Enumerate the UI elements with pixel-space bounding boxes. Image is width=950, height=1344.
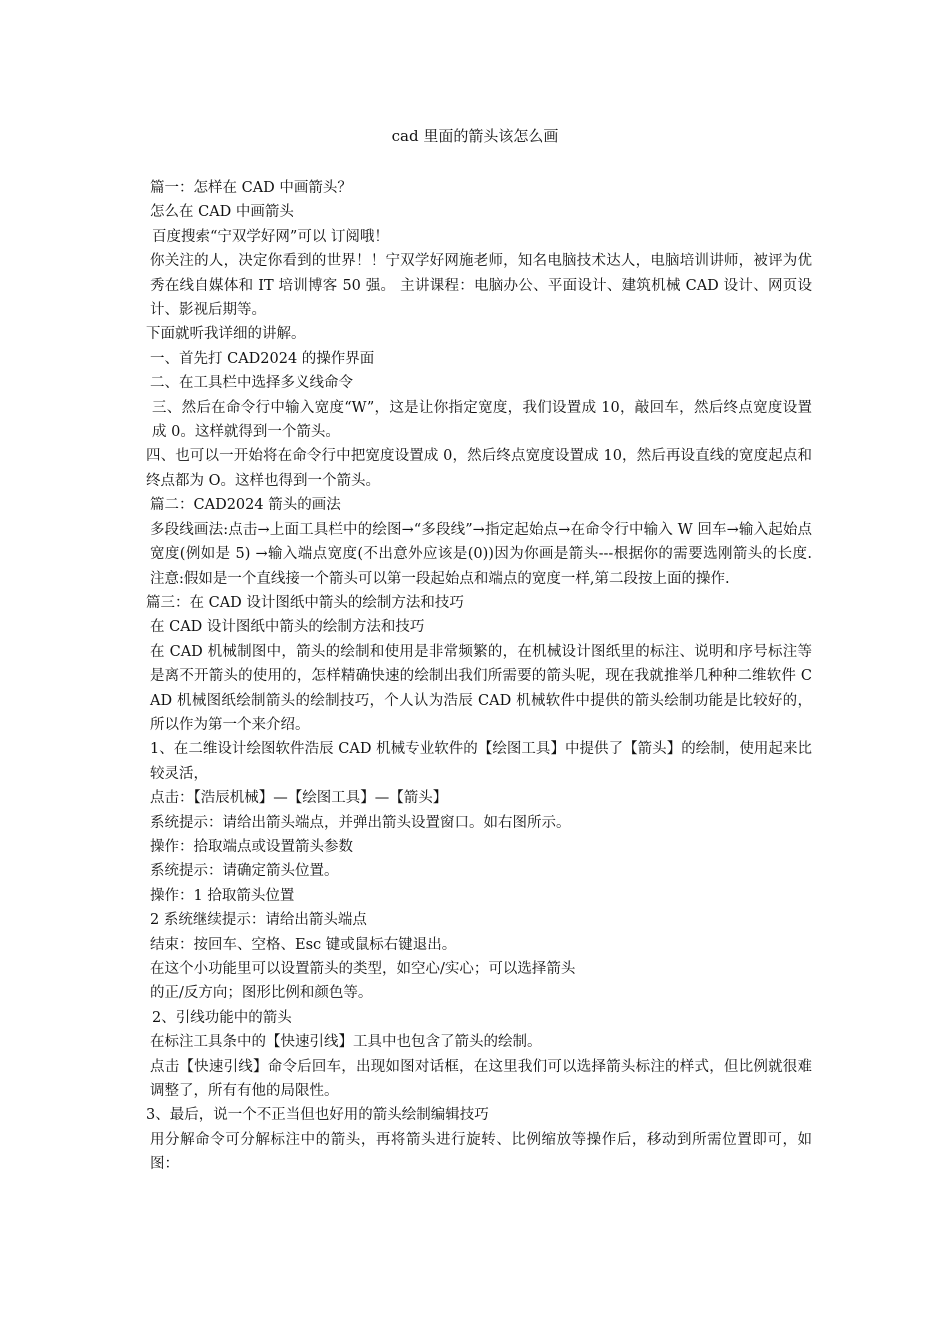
paragraph: 在 CAD 设计图纸中箭头的绘制方法和技巧 (150, 619, 425, 636)
document-body (146, 176, 812, 1177)
paragraph: 2 系统继续提示：请给出箭头端点 (150, 912, 367, 929)
document-title: cad 里面的箭头该怎么画 (391, 127, 559, 145)
paragraph: 1、在二维设计绘图软件浩辰 CAD 机械专业软件的【绘图工具】中提供了【箭头】的绘制，使用起来比较灵活， (150, 741, 812, 782)
paragraph: 用分解命令可分解标注中的箭头，再将箭头进行旋转、比例缩放等操作后，移动到所需位置即可，如图： (150, 1131, 812, 1173)
paragraph: 结束：按回车、空格、Esc 键或鼠标右键退出。 (150, 936, 457, 953)
paragraph: 的正/反方向；图形比例和颜色等。 (150, 985, 373, 1002)
paragraph: 2、引线功能中的箭头 (152, 1009, 292, 1026)
paragraph: 操作：拾取端点或设置箭头参数 (150, 838, 353, 855)
paragraph: 系统提示：请给出箭头端点，并弹出箭头设置窗口。如右图所示。 (150, 814, 571, 831)
paragraph: 篇二：CAD2024 箭头的画法 (150, 497, 341, 514)
paragraph: 点击【快速引线】命令后回车，出现如图对话框，在这里我们可以选择箭头标注的样式，但比例就很难调整了，所有有他的局限性。 (150, 1058, 812, 1100)
paragraph: 在 CAD 机械制图中，箭头的绘制和使用是非常频繁的，在机械设计图纸里的标注、说明和序号标注等是离不开箭头的使用的，怎样精确快速的绘制出我们所需要的箭头呢，现在我就推举几种种二维软件 CAD 机械图纸绘制箭头的绘制技巧，个人认为浩辰 CAD 机械软件中提供的箭头绘制功能是比较好的，所以作为第一个来介绍。 (150, 643, 812, 733)
paragraph: 二、在工具栏中选择多义线命令 (150, 375, 353, 392)
paragraph: 篇一：怎样在 CAD 中画箭头？ (150, 180, 352, 196)
paragraph: 你关注的人，决定你看到的世界！！宁双学好网施老师，知名电脑技术达人，电脑培训讲师，被评为优秀在线自媒体和 IT 培训博客 50 强。 主讲课程：电脑办公、平面设计、建筑机械 CAD 设计、网页设计、影视后期等。 (150, 253, 812, 319)
paragraph: 三、然后在命令行中输入宽度“W”，这是让你指定宽度，我们设置成 10，敲回车，然后终点宽度设置成 0。这样就得到一个箭头。 (152, 399, 812, 441)
paragraph: 多段线画法:点击→上面工具栏中的绘图→“多段线”→指定起始点→在命令行中输入 W 回车→输入起始点宽度(例如是 5) →输入端点宽度(不出意外应该是(0))因为你画是箭头---根据你的需要选刚箭头的长度. 注意:假如是一个直线接一个箭头可以第一段起始点和端点的宽度一样,第二段按上面的操作. (150, 521, 812, 587)
paragraph: 篇三：在 CAD 设计图纸中箭头的绘制方法和技巧 (146, 594, 464, 611)
paragraph: 在标注工具条中的【快速引线】工具中也包含了箭头的绘制。 (150, 1034, 542, 1051)
paragraph: 系统提示：请确定箭头位置。 (150, 863, 339, 880)
paragraph: 点击：【浩辰机械】—【绘图工具】—【箭头】 (150, 790, 448, 807)
paragraph: 操作：1 拾取箭头位置 (150, 887, 295, 904)
paragraph: 在这个小功能里可以设置箭头的类型，如空心/实心；可以选择箭头 (150, 961, 576, 977)
paragraph: 一、首先打 CAD2024 的操作界面 (150, 350, 375, 367)
paragraph: 下面就听我详细的讲解。 (146, 326, 306, 343)
paragraph: 3、最后，说一个不正当但也好用的箭头绘制编辑技巧 (146, 1107, 489, 1124)
paragraph: 四、也可以一开始将在命令行中把宽度设置成 0，然后终点宽度设置成 10，然后再设直线的宽度起点和终点都为 O。这样也得到一个箭头。 (146, 448, 812, 489)
paragraph: 怎么在 CAD 中画箭头 (150, 204, 294, 221)
paragraph: 百度搜索“宁双学好网”可以 订阅哦！ (152, 228, 389, 245)
